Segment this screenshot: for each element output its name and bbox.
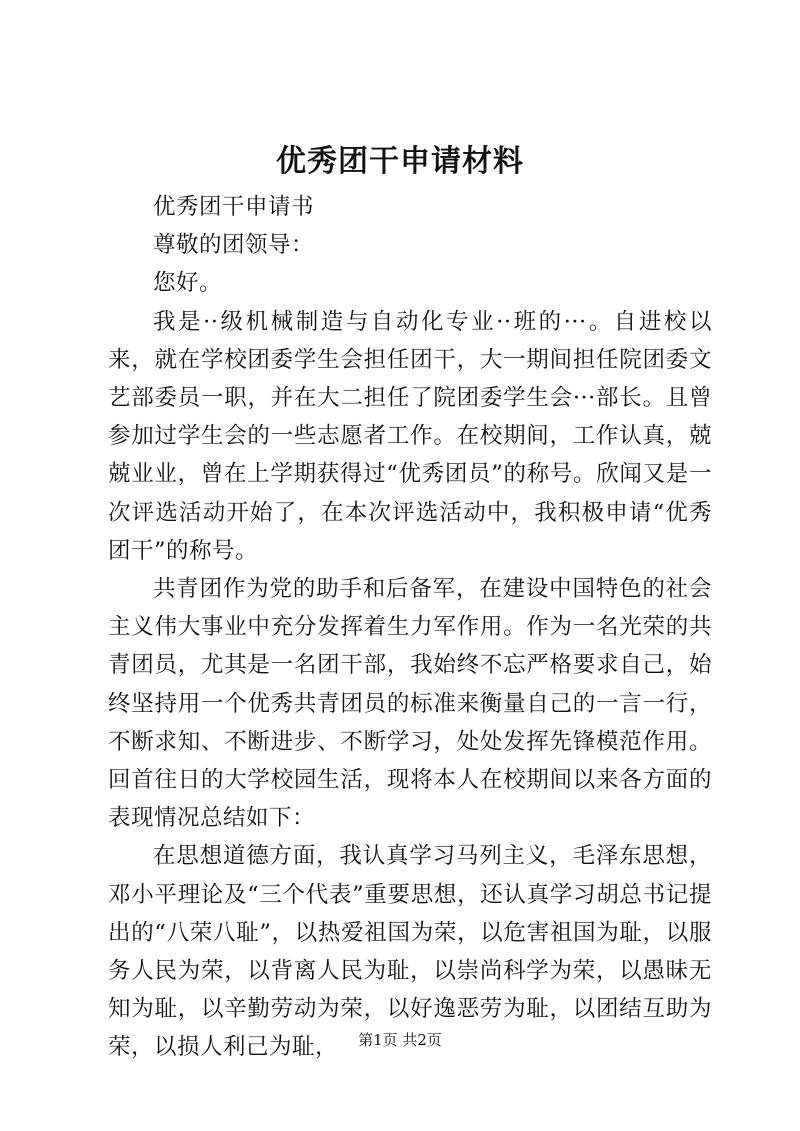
paragraph-heading: 优秀团干申请书 [153,194,315,220]
paragraph-greeting: 您好。 [153,270,223,297]
paragraph-moral-thought: 在思想道德方面，我认真学习马列主义，毛泽东思想，邓小平理论及“三个代表”重要思想，还认真学习胡总书记提出的“八荣八耻”，以热爱祖国为荣，以危害祖国为耻，以服务人民为荣，以背离人民为耻，以崇尚科学为荣，以愚昧无知为耻，以辛勤劳动为荣，以好逸恶劳为耻，以团结互助为荣，以损人利己为耻， [108,843,712,1061]
paragraph-salutation: 尊敬的团领导： [153,232,315,259]
document-title: 优秀团干申请材料 [276,144,524,179]
paragraph-introduction: 我是··级机械制造与自动化专业··班的···。自进校以来，就在学校团委学生会担任团干，大一期间担任院团委文艺部委员一职，并在大二担任了院团委学生会···部长。且曾参加过学生会的一些志愿者工作。在校期间，工作认真，兢兢业业，曾在上学期获得过“优秀团员”的称号。欣闻又是一次评选活动开始了，在本次评选活动中，我积极申请“优秀团干”的称号。 [108,308,712,564]
page-number-footer: 第1页 共2页 [358,1031,442,1049]
paragraph-league-role: 共青团作为党的助手和后备军，在建设中国特色的社会主义伟大事业中充分发挥着生力军作用。作为一名光荣的共青团员，尤其是一名团干部，我始终不忘严格要求自己，始终坚持用一个优秀共青团员的标准来衡量自己的一言一行，不断求知、不断进步、不断学习，处处发挥先锋模范作用。回首往日的大学校园生活，现将本人在校期间以来各方面的表现情况总结如下： [108,576,712,832]
document-body [108,188,712,1067]
